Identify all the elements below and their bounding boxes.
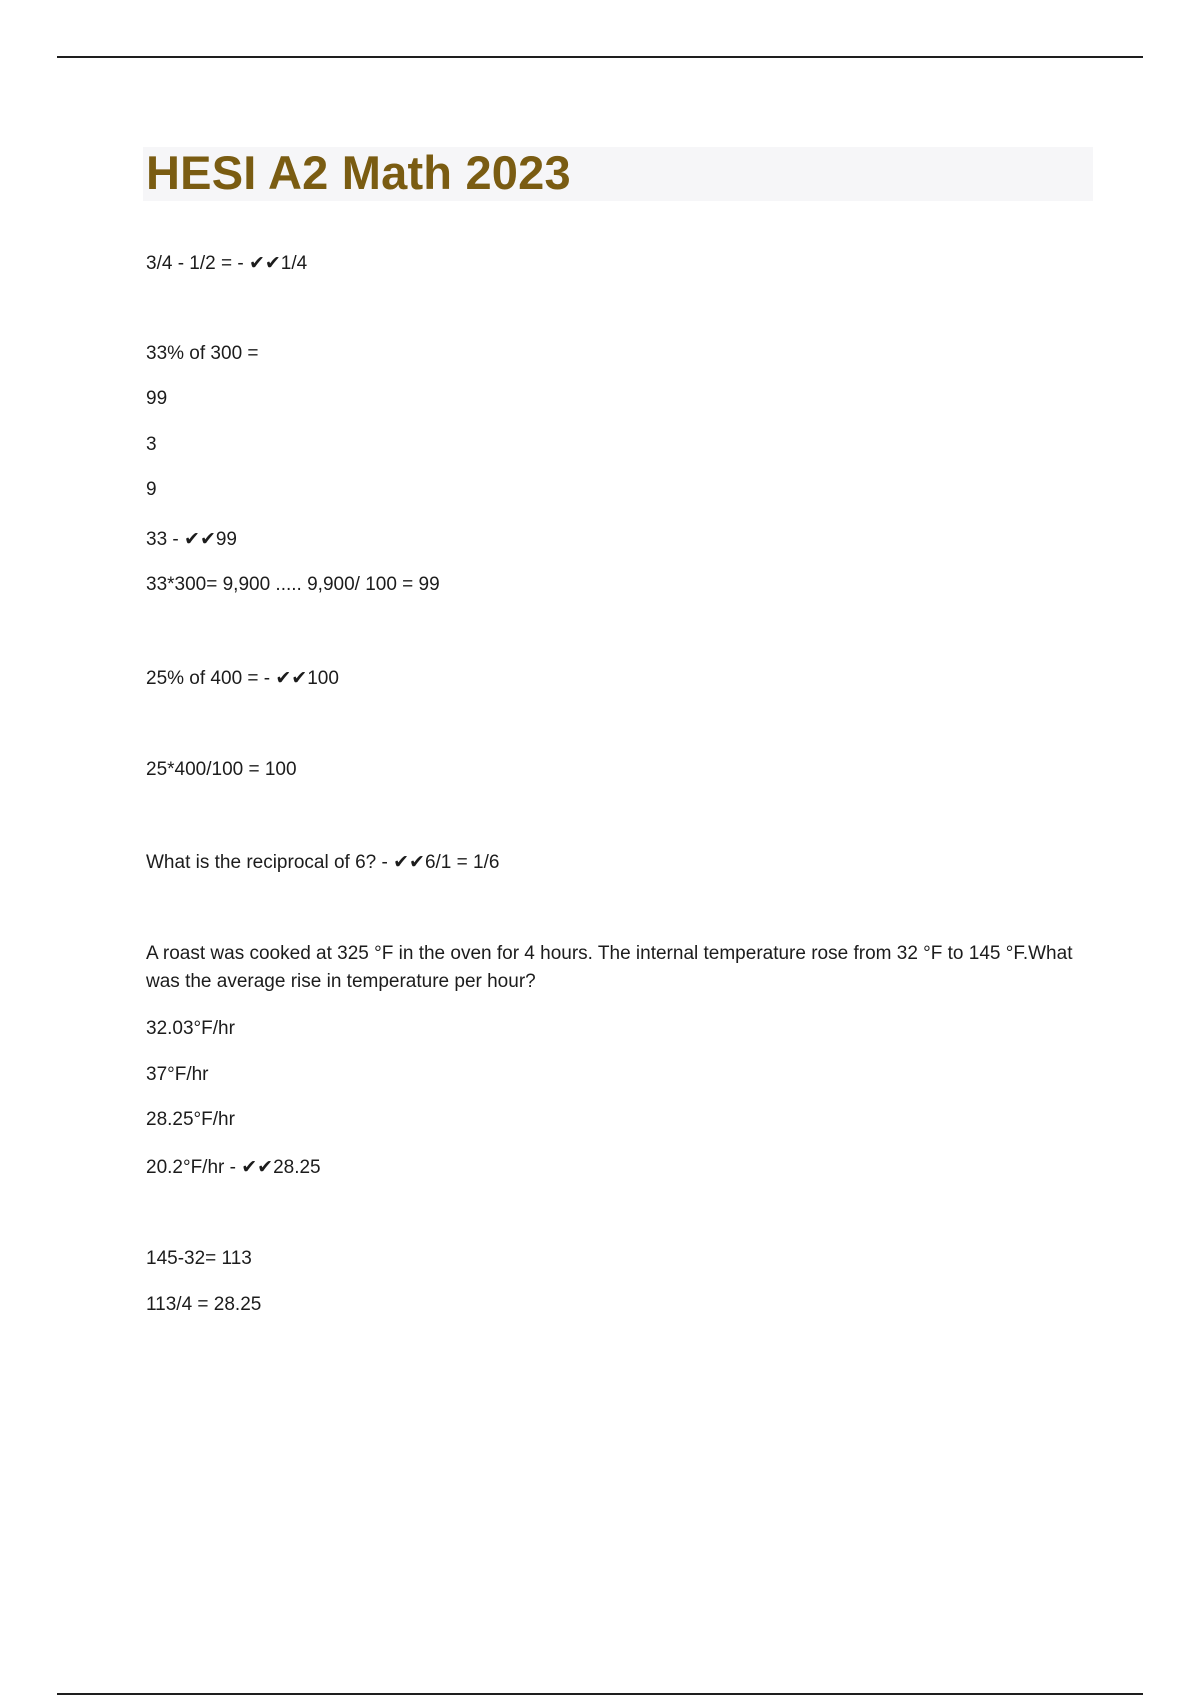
question-5-option-4: 20.2°F/hr - ✔✔28.25 [146, 1157, 321, 1178]
question-5-option-1: 32.03°F/hr [146, 1018, 235, 1039]
question-2-option-3: 9 [146, 479, 157, 500]
question-3: 25% of 400 = - ✔✔100 [146, 668, 339, 689]
question-2-work: 33*300= 9,900 ..... 9,900/ 100 = 99 [146, 574, 440, 595]
question-5-work-1: 145-32= 113 [146, 1248, 252, 1269]
question-5-option-2: 37°F/hr [146, 1064, 209, 1085]
document-title: HESI A2 Math 2023 [146, 146, 571, 199]
question-5-prompt: A roast was cooked at 325 °F in the oven for 4 hours. The internal temperature rose from 32 °F to 145 °F.What was the average rise in temperature per hour? [146, 943, 1073, 992]
question-3-work: 25*400/100 = 100 [146, 759, 297, 780]
footer-rule [57, 1693, 1143, 1695]
question-2-option-2: 3 [146, 434, 157, 455]
question-1: 3/4 - 1/2 = - ✔✔1/4 [146, 253, 308, 274]
question-2-option-4: 33 - ✔✔99 [146, 529, 237, 550]
header-rule [57, 56, 1143, 58]
question-2-option-1: 99 [146, 388, 168, 409]
question-5-work-2: 113/4 = 28.25 [146, 1294, 262, 1315]
question-2-prompt: 33% of 300 = [146, 343, 259, 364]
question-5-option-3: 28.25°F/hr [146, 1109, 235, 1130]
question-4: What is the reciprocal of 6? - ✔✔6/1 = 1/6 [146, 852, 500, 873]
